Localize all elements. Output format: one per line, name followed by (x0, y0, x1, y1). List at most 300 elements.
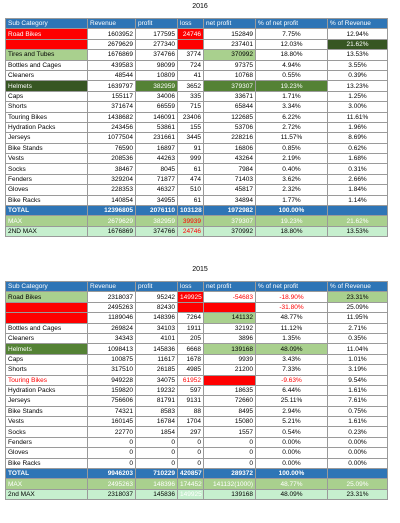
value-cell[interactable]: 379307 (204, 81, 256, 91)
value-cell[interactable]: 13.23% (328, 81, 388, 91)
value-cell[interactable]: 34103 (136, 323, 178, 333)
value-cell[interactable]: 48544 (88, 70, 136, 80)
value-cell[interactable]: 1676869 (88, 226, 136, 236)
value-cell[interactable]: 374766 (136, 226, 178, 236)
row-label-cell[interactable]: Bike Stands (6, 143, 88, 153)
row-label-cell[interactable]: Road Bikes (6, 292, 88, 302)
value-cell[interactable]: 48.77% (256, 479, 328, 489)
value-cell[interactable]: 0 (88, 458, 136, 468)
value-cell[interactable]: 2495263 (88, 479, 136, 489)
value-cell[interactable]: 0 (136, 458, 178, 468)
value-cell[interactable]: 8583 (136, 406, 178, 416)
value-cell[interactable]: 146091 (136, 112, 178, 122)
value-cell[interactable]: 23.31% (328, 489, 388, 499)
value-cell[interactable]: 1.25% (328, 91, 388, 101)
value-cell[interactable]: 100.00% (256, 469, 328, 479)
value-cell[interactable]: -31.80% (256, 302, 328, 312)
value-cell[interactable]: 0.62% (328, 143, 388, 153)
value-cell[interactable]: 141132 (204, 313, 256, 323)
value-cell[interactable] (328, 469, 388, 479)
row-label-cell[interactable]: Vests (6, 417, 88, 427)
year-2015-label: 2015 (192, 266, 208, 273)
value-cell[interactable]: 21.62% (328, 216, 388, 226)
value-cell[interactable]: 4101 (136, 333, 178, 343)
value-cell[interactable]: 9131 (178, 396, 204, 406)
value-cell[interactable]: 19.23% (256, 216, 328, 226)
value-cell[interactable]: 1639797 (88, 81, 136, 91)
value-cell[interactable]: 439583 (88, 60, 136, 70)
value-cell[interactable]: 155 (178, 122, 204, 132)
value-cell[interactable]: 32192 (204, 323, 256, 333)
value-cell[interactable]: 19.23% (256, 81, 328, 91)
value-cell[interactable]: 277340 (136, 39, 178, 49)
value-cell[interactable]: 8045 (136, 164, 178, 174)
row-label-cell[interactable]: Hydration Packs (6, 122, 88, 132)
value-cell[interactable]: 100875 (88, 354, 136, 364)
value-cell[interactable]: 39939 (178, 39, 204, 49)
value-cell[interactable]: 18.80% (256, 50, 328, 60)
column-header: Sub Category (6, 282, 88, 292)
value-cell[interactable]: 0 (204, 437, 256, 447)
value-cell[interactable]: 2318037 (88, 292, 136, 302)
value-cell[interactable]: -18.90% (256, 292, 328, 302)
row-label-cell[interactable]: Tires and Tubes (6, 50, 88, 60)
table-2015 (5, 281, 388, 500)
value-cell[interactable]: 152849 (204, 29, 256, 39)
value-cell[interactable]: -92022 (204, 302, 256, 312)
value-cell[interactable]: 0 (178, 448, 204, 458)
value-cell[interactable]: 103128 (178, 206, 204, 216)
table-row (6, 60, 388, 70)
row-label-cell[interactable]: Bottles and Cages (6, 60, 88, 70)
value-cell[interactable]: 16784 (136, 417, 178, 427)
value-cell[interactable]: 148396 (136, 479, 178, 489)
value-cell[interactable]: 11.57% (256, 133, 328, 143)
value-cell[interactable]: 72660 (204, 396, 256, 406)
value-cell[interactable]: 1972982 (204, 206, 256, 216)
value-cell[interactable]: 0.00% (256, 448, 328, 458)
value-cell[interactable]: 13.53% (328, 226, 388, 236)
value-cell[interactable]: 510 (178, 185, 204, 195)
value-cell[interactable]: 0.75% (328, 406, 388, 416)
value-cell[interactable]: 24746 (178, 29, 204, 39)
value-cell[interactable]: 9.54% (328, 375, 388, 385)
value-cell[interactable]: 11.12% (256, 323, 328, 333)
row-label-cell[interactable]: Jerseys (6, 133, 88, 143)
value-cell[interactable]: 11.95% (328, 313, 388, 323)
row-label-cell[interactable]: Caps (6, 91, 88, 101)
value-cell[interactable]: 48.77% (256, 313, 328, 323)
value-cell[interactable]: 237401 (204, 39, 256, 49)
value-cell[interactable]: 23406 (178, 112, 204, 122)
value-cell[interactable]: 9946203 (88, 469, 136, 479)
value-cell[interactable]: 0 (204, 448, 256, 458)
value-cell[interactable]: 25.11% (256, 396, 328, 406)
table-row (6, 302, 388, 312)
column-header: % of net profit (256, 282, 328, 292)
value-cell[interactable]: 2.32% (256, 185, 328, 195)
value-cell[interactable]: 0.39% (328, 70, 388, 80)
value-cell[interactable]: 177595 (136, 29, 178, 39)
value-cell[interactable]: 97375 (204, 60, 256, 70)
second-max-row (6, 226, 388, 236)
value-cell[interactable]: 122685 (204, 112, 256, 122)
value-cell[interactable]: 0 (88, 437, 136, 447)
row-label-cell[interactable]: Touring Bikes (6, 375, 88, 385)
value-cell[interactable]: 0.31% (328, 164, 388, 174)
table-row (6, 29, 388, 39)
value-cell[interactable]: 0.00% (256, 437, 328, 447)
column-header: net profit (204, 282, 256, 292)
row-label-cell[interactable]: TOTAL (6, 469, 88, 479)
value-cell[interactable]: 6.22% (256, 112, 328, 122)
value-cell[interactable]: 715 (178, 102, 204, 112)
value-cell[interactable]: 0.40% (256, 164, 328, 174)
value-cell[interactable]: -54683 (204, 292, 256, 302)
value-cell[interactable]: 2.66% (328, 174, 388, 184)
value-cell[interactable]: 317510 (88, 365, 136, 375)
value-cell[interactable]: 149925 (178, 489, 204, 499)
value-cell[interactable]: 2679629 (88, 216, 136, 226)
value-cell[interactable]: 7.33% (256, 365, 328, 375)
row-label-cell[interactable]: Caps (6, 354, 88, 364)
value-cell[interactable]: 3.43% (256, 354, 328, 364)
row-label-cell[interactable]: Hydration Packs (6, 385, 88, 395)
row-label-cell[interactable]: MAX (6, 479, 88, 489)
value-cell[interactable]: 39939 (178, 216, 204, 226)
value-cell[interactable]: 756606 (88, 396, 136, 406)
value-cell[interactable]: 379307 (204, 216, 256, 226)
table-row (6, 154, 388, 164)
value-cell[interactable]: 18635 (204, 385, 256, 395)
table-2016 (5, 18, 388, 237)
value-cell[interactable]: 1.84% (328, 185, 388, 195)
value-cell[interactable]: 1.14% (328, 195, 388, 205)
value-cell[interactable]: 9939 (204, 354, 256, 364)
value-cell[interactable]: 208536 (88, 154, 136, 164)
value-cell[interactable]: 474 (178, 174, 204, 184)
value-cell[interactable]: 228216 (204, 133, 256, 143)
value-cell[interactable]: 33671 (204, 91, 256, 101)
table-row (6, 437, 388, 447)
value-cell[interactable]: 148396 (136, 313, 178, 323)
value-cell[interactable]: 174452 (178, 302, 204, 312)
row-label-cell[interactable]: Vests (6, 154, 88, 164)
row-label-cell[interactable]: Bike Racks (6, 458, 88, 468)
value-cell[interactable]: 45817 (204, 185, 256, 195)
value-cell[interactable]: 65844 (204, 102, 256, 112)
value-cell[interactable]: 0.00% (328, 448, 388, 458)
value-cell[interactable]: 81791 (136, 396, 178, 406)
row-label-cell[interactable]: Fenders (6, 174, 88, 184)
value-cell[interactable]: 21.62% (328, 39, 388, 49)
value-cell[interactable]: 98099 (136, 60, 178, 70)
value-cell[interactable]: 25.09% (328, 302, 388, 312)
value-cell[interactable]: 11617 (136, 354, 178, 364)
row-label-cell[interactable]: 2nd MAX (6, 489, 88, 499)
value-cell[interactable]: 2318037 (88, 489, 136, 499)
value-cell[interactable]: 0.00% (256, 458, 328, 468)
value-cell[interactable]: 231661 (136, 133, 178, 143)
value-cell[interactable]: 34075 (136, 375, 178, 385)
value-cell[interactable]: 2.71% (328, 323, 388, 333)
value-cell[interactable]: 1.01% (328, 354, 388, 364)
value-cell[interactable]: 145836 (136, 344, 178, 354)
value-cell[interactable]: 7.61% (328, 396, 388, 406)
value-cell[interactable]: 71403 (204, 174, 256, 184)
value-cell[interactable]: 1189046 (88, 313, 136, 323)
value-cell[interactable]: 19232 (136, 385, 178, 395)
row-label-cell[interactable]: Shorts (6, 102, 88, 112)
value-cell[interactable]: 43264 (204, 154, 256, 164)
value-cell[interactable]: 1557 (204, 427, 256, 437)
value-cell[interactable]: 34343 (88, 333, 136, 343)
value-cell[interactable]: 5.21% (256, 417, 328, 427)
value-cell[interactable]: 155117 (88, 91, 136, 101)
row-label-cell[interactable]: MAX (6, 216, 88, 226)
value-cell[interactable]: 3.55% (328, 60, 388, 70)
value-cell[interactable]: -27877 (204, 375, 256, 385)
value-cell[interactable]: 16806 (204, 143, 256, 153)
value-cell[interactable]: 3.19% (328, 365, 388, 375)
value-cell[interactable]: 22770 (88, 427, 136, 437)
value-cell[interactable]: 3774 (178, 50, 204, 60)
value-cell[interactable]: 10809 (136, 70, 178, 80)
value-cell[interactable]: 243456 (88, 122, 136, 132)
value-cell[interactable]: 7264 (178, 313, 204, 323)
value-cell[interactable]: 2679629 (88, 39, 136, 49)
value-cell[interactable]: 174452 (178, 479, 204, 489)
value-cell[interactable]: 289372 (204, 469, 256, 479)
value-cell[interactable] (328, 206, 388, 216)
value-cell[interactable]: 8495 (204, 406, 256, 416)
value-cell[interactable]: 13.53% (328, 50, 388, 60)
table-row (6, 448, 388, 458)
row-label-cell[interactable]: Helmets (6, 81, 88, 91)
value-cell[interactable]: 1.35% (256, 333, 328, 343)
row-label-cell[interactable]: Fenders (6, 437, 88, 447)
value-cell[interactable]: 2495263 (88, 302, 136, 312)
value-cell[interactable]: 329204 (88, 174, 136, 184)
value-cell[interactable]: 335 (178, 91, 204, 101)
value-cell[interactable]: 1676869 (88, 50, 136, 60)
value-cell[interactable]: 159820 (88, 385, 136, 395)
value-cell[interactable]: 3.00% (328, 102, 388, 112)
value-cell[interactable]: 0.54% (256, 427, 328, 437)
value-cell[interactable]: 25.09% (328, 479, 388, 489)
value-cell[interactable]: 11.04% (328, 344, 388, 354)
value-cell[interactable]: 0.55% (256, 70, 328, 80)
row-label-cell[interactable]: Socks (6, 164, 88, 174)
value-cell[interactable]: 38467 (88, 164, 136, 174)
value-cell[interactable]: 139168 (204, 344, 256, 354)
value-cell[interactable]: 371674 (88, 102, 136, 112)
value-cell[interactable]: 3.34% (256, 102, 328, 112)
table-row (6, 406, 388, 416)
value-cell[interactable]: 12396805 (88, 206, 136, 216)
value-cell[interactable]: 4.94% (256, 60, 328, 70)
value-cell[interactable]: 26185 (136, 365, 178, 375)
value-cell[interactable]: 0.23% (328, 427, 388, 437)
value-cell[interactable]: 0 (136, 437, 178, 447)
value-cell[interactable]: 15080 (204, 417, 256, 427)
value-cell[interactable]: 1.77% (256, 195, 328, 205)
value-cell[interactable]: 0.00% (328, 458, 388, 468)
value-cell[interactable]: 44263 (136, 154, 178, 164)
value-cell[interactable]: 34006 (136, 91, 178, 101)
row-label-cell[interactable]: 2ND MAX (6, 226, 88, 236)
value-cell[interactable]: 4985 (178, 365, 204, 375)
value-cell[interactable]: 269824 (88, 323, 136, 333)
max-row (6, 479, 388, 489)
row-label-cell[interactable]: Gloves (6, 185, 88, 195)
value-cell[interactable]: 8.69% (328, 133, 388, 143)
row-label-cell[interactable]: Shorts (6, 365, 88, 375)
row-label-cell[interactable]: Tires and Tubes (6, 313, 88, 323)
value-cell[interactable]: 88 (178, 406, 204, 416)
value-cell[interactable]: 2.19% (256, 154, 328, 164)
value-cell[interactable]: 24746 (178, 226, 204, 236)
value-cell[interactable]: 0 (178, 458, 204, 468)
value-cell[interactable]: 1911 (178, 323, 204, 333)
value-cell[interactable]: 74321 (88, 406, 136, 416)
value-cell[interactable]: 228353 (88, 185, 136, 195)
value-cell[interactable]: 1077504 (88, 133, 136, 143)
value-cell[interactable]: 1.68% (328, 154, 388, 164)
value-cell[interactable]: 6.44% (256, 385, 328, 395)
value-cell[interactable]: 999 (178, 154, 204, 164)
value-cell[interactable]: 1.61% (328, 385, 388, 395)
value-cell[interactable]: 1603952 (88, 29, 136, 39)
value-cell[interactable]: 1.96% (328, 122, 388, 132)
value-cell[interactable]: 2076110 (136, 206, 178, 216)
value-cell[interactable]: 71877 (136, 174, 178, 184)
value-cell[interactable]: 0.85% (256, 143, 328, 153)
row-label-cell[interactable]: Gloves (6, 448, 88, 458)
value-cell[interactable]: 724 (178, 60, 204, 70)
value-cell[interactable]: 41 (178, 70, 204, 80)
row-label-cell[interactable]: Cleaners (6, 70, 88, 80)
value-cell[interactable]: 374766 (136, 50, 178, 60)
value-cell[interactable]: 53861 (136, 122, 178, 132)
value-cell[interactable]: 16897 (136, 143, 178, 153)
value-cell[interactable]: 297 (178, 427, 204, 437)
value-cell[interactable]: 0.35% (328, 333, 388, 343)
value-cell[interactable]: 48.09% (256, 344, 328, 354)
value-cell[interactable]: 145836 (136, 489, 178, 499)
value-cell[interactable]: 12.94% (328, 29, 388, 39)
value-cell[interactable]: 420857 (178, 469, 204, 479)
row-label-cell[interactable]: Cleaners (6, 333, 88, 343)
value-cell[interactable]: 1678 (178, 354, 204, 364)
row-label-cell[interactable]: Bottles and Cages (6, 323, 88, 333)
value-cell[interactable]: 61952 (178, 375, 204, 385)
value-cell[interactable]: 23.31% (328, 292, 388, 302)
value-cell[interactable]: 0.00% (328, 437, 388, 447)
row-label-cell[interactable]: Mountain Bikes (6, 39, 88, 49)
table-row (6, 174, 388, 184)
value-cell[interactable]: 139168 (204, 489, 256, 499)
value-cell[interactable]: -9.63% (256, 375, 328, 385)
value-cell[interactable]: 382959 (136, 81, 178, 91)
value-cell[interactable]: 46327 (136, 185, 178, 195)
table-row (6, 70, 388, 80)
value-cell[interactable]: 3896 (204, 333, 256, 343)
value-cell[interactable]: 34955 (136, 195, 178, 205)
row-label-cell[interactable]: Mountain Bikes (6, 302, 88, 312)
value-cell[interactable]: 21200 (204, 365, 256, 375)
value-cell[interactable]: 160145 (88, 417, 136, 427)
value-cell[interactable]: 205 (178, 333, 204, 343)
value-cell[interactable]: 1438682 (88, 112, 136, 122)
value-cell[interactable]: 949228 (88, 375, 136, 385)
value-cell[interactable]: 1854 (136, 427, 178, 437)
value-cell[interactable]: 7.75% (256, 29, 328, 39)
value-cell[interactable]: 100.00% (256, 206, 328, 216)
value-cell[interactable]: 2.72% (256, 122, 328, 132)
row-label-cell[interactable]: Jerseys (6, 396, 88, 406)
value-cell[interactable]: 0 (178, 437, 204, 447)
row-label-cell[interactable]: Road Bikes (6, 29, 88, 39)
value-cell[interactable]: 2.94% (256, 406, 328, 416)
value-cell[interactable]: 0 (136, 448, 178, 458)
value-cell[interactable]: 370992 (204, 50, 256, 60)
row-label-cell[interactable]: TOTAL (6, 206, 88, 216)
value-cell[interactable]: 48.09% (256, 489, 328, 499)
value-cell[interactable]: 1704 (178, 417, 204, 427)
row-label-cell[interactable]: Touring Bikes (6, 112, 88, 122)
value-cell[interactable]: 382959 (136, 216, 178, 226)
value-cell[interactable]: 95242 (136, 292, 178, 302)
value-cell[interactable]: 11.61% (328, 112, 388, 122)
value-cell[interactable]: 141132(1000) (204, 479, 256, 489)
value-cell[interactable]: 1.71% (256, 91, 328, 101)
row-label-cell[interactable]: Bike Stands (6, 406, 88, 416)
value-cell[interactable]: 6668 (178, 344, 204, 354)
row-label-cell[interactable]: Bike Racks (6, 195, 88, 205)
value-cell[interactable]: 66559 (136, 102, 178, 112)
table-row (6, 102, 388, 112)
value-cell[interactable]: 7984 (204, 164, 256, 174)
column-header: profit (136, 19, 178, 29)
value-cell[interactable]: 149925 (178, 292, 204, 302)
table-row (6, 91, 388, 101)
value-cell[interactable]: 3445 (178, 133, 204, 143)
value-cell[interactable]: 34894 (204, 195, 256, 205)
value-cell[interactable]: 597 (178, 385, 204, 395)
value-cell[interactable]: 91 (178, 143, 204, 153)
value-cell[interactable]: 1.61% (328, 417, 388, 427)
value-cell[interactable]: 140854 (88, 195, 136, 205)
value-cell[interactable]: 0 (204, 458, 256, 468)
row-label-cell[interactable]: Helmets (6, 344, 88, 354)
value-cell[interactable]: 53706 (204, 122, 256, 132)
value-cell[interactable]: 3.62% (256, 174, 328, 184)
value-cell[interactable]: 710229 (136, 469, 178, 479)
value-cell[interactable]: 18.80% (256, 226, 328, 236)
value-cell[interactable]: 1098413 (88, 344, 136, 354)
value-cell[interactable]: 82430 (136, 302, 178, 312)
value-cell[interactable]: 10768 (204, 70, 256, 80)
value-cell[interactable]: 370992 (204, 226, 256, 236)
value-cell[interactable]: 12.03% (256, 39, 328, 49)
row-label-cell[interactable]: Socks (6, 427, 88, 437)
value-cell[interactable]: 0 (88, 448, 136, 458)
value-cell[interactable]: 76590 (88, 143, 136, 153)
value-cell[interactable]: 61 (178, 195, 204, 205)
value-cell[interactable]: 3652 (178, 81, 204, 91)
value-cell[interactable]: 61 (178, 164, 204, 174)
